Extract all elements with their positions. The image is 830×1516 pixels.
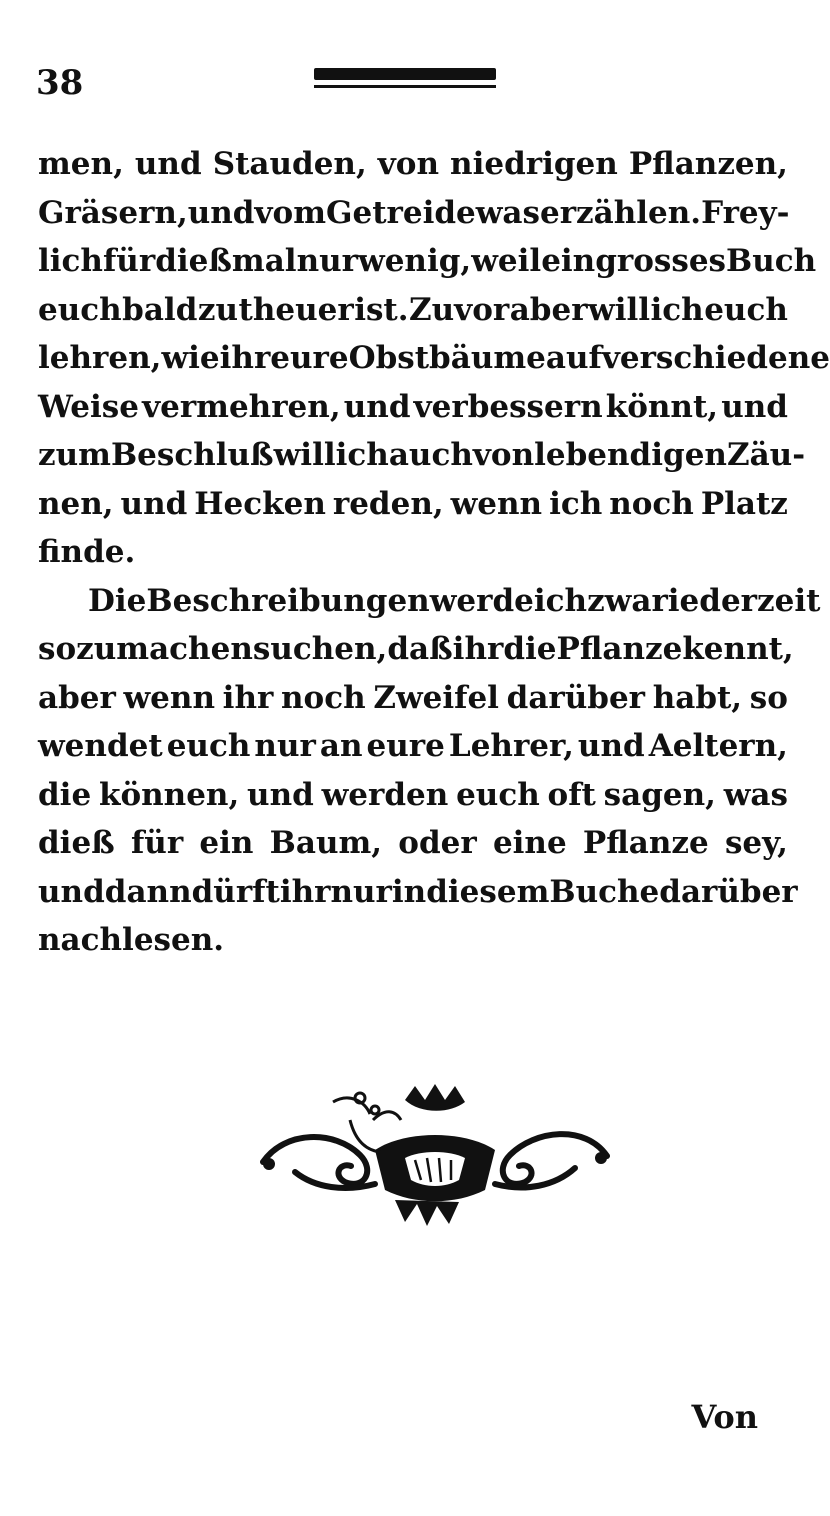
text-word: ihr <box>452 631 504 667</box>
text-line <box>38 334 830 383</box>
text-word: werden <box>321 776 449 813</box>
text-word: wenig, <box>358 243 472 279</box>
text-word: niedrigen <box>450 146 618 182</box>
text-word: men, <box>38 146 124 182</box>
text-line <box>38 625 794 674</box>
text-word: sagen, <box>603 776 716 813</box>
text-word: wenn <box>123 679 215 716</box>
text-word: Pflanze <box>556 631 683 667</box>
text-word: zwar <box>587 582 668 619</box>
text-line <box>38 528 788 577</box>
text-word: verschiedene <box>601 340 830 376</box>
text-line <box>38 771 788 820</box>
text-word: euch <box>456 776 540 813</box>
text-word: theuer <box>238 291 354 328</box>
text-word: was <box>475 194 540 231</box>
text-word: nur <box>296 243 359 279</box>
text-word: Baum, <box>269 825 383 861</box>
text-word: ist. <box>354 291 409 328</box>
text-word: Pflanze <box>582 825 709 861</box>
text-word: nachlesen. <box>38 922 225 958</box>
text-word: und <box>38 873 105 910</box>
text-word: lebendigen <box>534 437 727 473</box>
text-word: und <box>134 146 202 182</box>
text-word: von <box>472 437 535 473</box>
text-word: grosses <box>595 243 727 279</box>
text-word: auch <box>388 437 473 473</box>
text-word: Platz <box>700 485 788 522</box>
text-line <box>38 868 798 917</box>
text-line <box>38 674 788 723</box>
text-word: will <box>588 291 651 328</box>
text-word: nur <box>330 873 392 910</box>
text-line <box>38 722 788 771</box>
text-word: Gräsern, <box>38 194 188 231</box>
text-word: ich <box>533 582 588 619</box>
text-word: euch <box>704 291 788 328</box>
text-word: und <box>577 728 645 764</box>
text-word: Buch <box>726 243 817 279</box>
text-word: ihr <box>222 679 274 716</box>
text-word: zum <box>38 437 111 473</box>
text-line <box>38 916 788 965</box>
text-word: habt, <box>652 679 743 716</box>
text-word: bald <box>122 291 198 328</box>
text-line <box>38 140 788 189</box>
text-word: machen <box>116 631 253 667</box>
text-word: ein <box>541 243 596 279</box>
text-word: ich <box>549 485 603 522</box>
text-word: von <box>377 146 440 182</box>
text-word: zu <box>197 291 239 328</box>
text-word: Obstbäume <box>348 340 546 376</box>
text-line <box>38 189 788 238</box>
text-word: so <box>749 679 788 716</box>
text-word: können, <box>98 776 240 813</box>
text-word: dann <box>104 873 192 910</box>
text-word: Beschreibungen <box>146 582 430 619</box>
text-line <box>38 431 806 480</box>
text-word: oft <box>547 776 596 813</box>
text-word: kennt, <box>682 631 794 667</box>
text-word: euch <box>38 291 122 328</box>
text-word: darüber <box>659 873 798 910</box>
text-word: die <box>38 776 92 813</box>
paragraph-1 <box>38 140 830 577</box>
text-word: Aeltern, <box>648 728 788 764</box>
text-line <box>38 383 788 432</box>
text-line <box>38 480 788 529</box>
text-word: finde. <box>38 534 136 570</box>
text-word: eine <box>492 825 567 861</box>
text-word: wenn <box>450 485 543 522</box>
text-word: Frey- <box>701 194 790 231</box>
text-word: nur <box>254 728 316 764</box>
text-line <box>38 286 788 335</box>
text-word: suchen, <box>252 631 388 667</box>
text-word: Die <box>88 582 147 619</box>
text-line <box>38 237 817 286</box>
text-word: ein <box>199 825 254 861</box>
text-word: in <box>391 873 427 910</box>
text-word: sey, <box>724 825 788 861</box>
text-word: Beschluß <box>110 437 274 473</box>
text-word: Buche <box>549 873 660 910</box>
text-word: ich <box>650 291 704 328</box>
text-word: verbessern <box>413 388 603 425</box>
text-word: weil <box>471 243 542 279</box>
text-word: Weise <box>38 388 139 425</box>
text-word: diesem <box>426 873 550 910</box>
text-word: iederzeit <box>667 582 821 619</box>
text-word: für <box>130 825 184 861</box>
text-word: Zuvor <box>409 291 510 328</box>
text-word: wie <box>161 340 220 376</box>
paragraph-2 <box>38 577 821 965</box>
text-word: was <box>723 776 788 813</box>
body-text <box>38 140 830 965</box>
text-word: eure <box>270 340 349 376</box>
text-word: reden, <box>332 485 444 522</box>
text-word: und <box>187 194 255 231</box>
text-word: und <box>120 485 188 522</box>
text-word: darüber <box>506 679 646 716</box>
header-rule-thin <box>314 85 496 88</box>
text-word: ihr <box>219 340 271 376</box>
text-word: Lehrer, <box>448 728 574 764</box>
text-word: aber <box>509 291 588 328</box>
text-word: und <box>247 776 314 813</box>
text-word: Getreide <box>326 194 476 231</box>
text-word: werde <box>429 582 534 619</box>
text-word: zu <box>76 631 117 667</box>
text-word: dießmal <box>155 243 297 279</box>
text-word: erzählen. <box>539 194 702 231</box>
text-word: eure <box>366 728 445 764</box>
text-word: und <box>721 388 788 425</box>
text-word: noch <box>609 485 694 522</box>
text-word: daß <box>387 631 453 667</box>
text-word: Hecken <box>194 485 326 522</box>
page-number: 38 <box>36 63 84 103</box>
catchword: Von <box>691 1398 758 1436</box>
text-word: ich <box>335 437 389 473</box>
text-word: und <box>343 388 411 425</box>
text-word: Zweifel <box>373 679 499 716</box>
text-word: lich <box>38 243 103 279</box>
text-word: dürft <box>191 873 280 910</box>
text-word: Stauden, <box>212 146 367 182</box>
header-rule-thick <box>314 68 496 80</box>
text-word: noch <box>281 679 366 716</box>
text-word: könnt, <box>605 388 719 425</box>
text-word: an <box>319 728 363 764</box>
text-word: dieß <box>38 825 115 861</box>
text-word: Pflanzen, <box>628 146 788 182</box>
text-word: für <box>102 243 156 279</box>
text-word: lehren, <box>38 340 162 376</box>
text-word: auf <box>545 340 602 376</box>
text-line <box>38 819 788 868</box>
text-word: vermehren, <box>142 388 341 425</box>
text-word: ihr <box>279 873 331 910</box>
text-word: wendet <box>38 728 163 764</box>
text-word: will <box>273 437 336 473</box>
header-rule <box>314 68 496 88</box>
text-word: vom <box>254 194 326 231</box>
text-word: Zäu- <box>726 437 806 473</box>
text-word: euch <box>166 728 251 764</box>
text-word: nen, <box>38 485 114 522</box>
text-line <box>38 577 821 626</box>
text-word: so <box>38 631 77 667</box>
cornucopia-vignette-icon <box>255 1080 615 1230</box>
text-word: die <box>503 631 557 667</box>
text-word: aber <box>38 679 116 716</box>
text-word: oder <box>398 825 477 861</box>
